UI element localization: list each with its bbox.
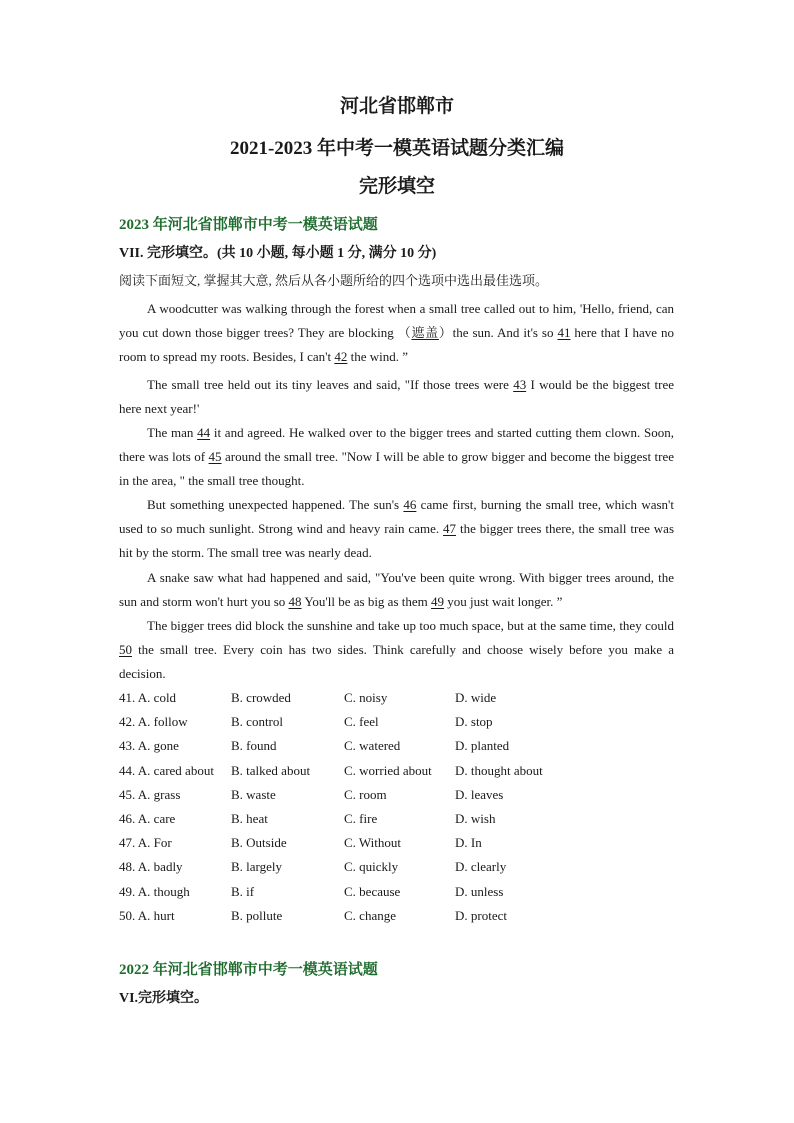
option-b: B. talked about xyxy=(231,762,311,778)
answer-options xyxy=(119,686,679,928)
blank-number: 43 xyxy=(513,377,527,392)
question-heading-2022: VI.完形填空。 xyxy=(119,991,209,1006)
section-title-2023: 2023 年河北省邯郸市中考一模英语试题 xyxy=(119,217,378,233)
option-b: B. waste xyxy=(231,786,276,802)
option-b: B. pollute xyxy=(231,907,283,923)
passage-text: here that I have no room to spread my roots. Besides, I can't xyxy=(119,325,675,364)
option-d: D. In xyxy=(455,835,482,851)
option-b: B. crowded xyxy=(231,690,291,705)
option-d: D. wish xyxy=(455,810,496,826)
option-a: 50. A. hurt xyxy=(119,907,175,923)
option-a: 45. A. grass xyxy=(119,786,181,802)
passage-text: ）the sun. And it's so xyxy=(438,325,558,340)
option-row xyxy=(119,807,679,831)
option-c: C. because xyxy=(344,883,401,899)
option-b: B. control xyxy=(231,714,283,730)
option-row xyxy=(119,734,679,758)
passage-paragraph xyxy=(119,297,674,369)
passage-text: you just wait longer. ” xyxy=(444,594,563,609)
passage-text: came first, burning the small tree, which wasn't used to so much sunlight. Strong wind and heavy rain came. xyxy=(119,497,674,536)
option-c: C. Without xyxy=(344,835,402,851)
blank-number: 49 xyxy=(431,594,445,609)
passage-text: The man xyxy=(147,425,198,440)
passage-text: A snake saw what had happened and said, "You've been quite wrong. With bigger trees around, the sun and storm won't hurt you so xyxy=(119,570,674,609)
option-b: B. found xyxy=(231,738,277,754)
option-b: B. Outside xyxy=(231,835,287,851)
option-d: D. planted xyxy=(455,738,510,754)
option-row xyxy=(119,686,679,710)
blank-number: 45 xyxy=(208,449,222,464)
passage-paragraph xyxy=(119,493,674,565)
option-row xyxy=(119,759,679,783)
option-a: 43. A. gone xyxy=(119,738,179,754)
option-b: B. if xyxy=(231,883,255,899)
passage-text: A woodcutter was walking through the forest when a small tree called out to him, 'Hello, friend, can you cut down those bigger trees? They are blocking （ xyxy=(119,301,674,340)
option-d: D. wide xyxy=(455,690,497,705)
passage-paragraph xyxy=(119,373,674,421)
doc-title-range: 2021-2023 年中考一模英语试题分类汇编 xyxy=(229,138,565,159)
blank-number: 47 xyxy=(443,521,457,536)
passage-paragraph xyxy=(119,566,674,614)
section-title-2022: 2022 年河北省邯郸市中考一模英语试题 xyxy=(119,962,378,978)
option-a: 42. A. follow xyxy=(119,714,188,730)
option-c: C. change xyxy=(344,907,396,923)
option-a: 44. A. cared about xyxy=(119,762,214,778)
option-row xyxy=(119,831,679,855)
passage-paragraph xyxy=(119,421,674,493)
option-c: C. worried about xyxy=(344,762,432,778)
option-a: 46. A. care xyxy=(119,810,176,826)
passage-text: You'll be as big as them xyxy=(301,594,432,609)
blank-number: 41 xyxy=(557,325,571,340)
option-d: D. protect xyxy=(455,907,507,923)
option-c: C. watered xyxy=(344,738,401,754)
option-a: 47. A. For xyxy=(119,835,172,851)
passage-text: it and agreed. He walked over to the bigger trees and started cutting them clown. Soon, there was lots of xyxy=(119,425,674,464)
blank-number: 遮盖 xyxy=(411,325,439,340)
blank-number: 50 xyxy=(119,642,132,657)
passage-text: the small tree. Every coin has two sides. Think carefully and choose wisely before you make a decision. xyxy=(119,642,674,681)
question-heading-2023: VII. 完形填空。(共 10 小题, 每小题 1 分, 满分 10 分) xyxy=(119,246,437,261)
doc-title-topic: 完形填空 xyxy=(358,176,435,197)
option-c: C. room xyxy=(344,786,387,802)
blank-number: 48 xyxy=(288,594,302,609)
passage-text: I would be the biggest tree here next year!' xyxy=(119,377,674,416)
instruction-text: 阅读下面短文, 掌握其大意, 然后从各小题所给的四个选项中选出最佳选项。 xyxy=(119,273,549,288)
passage-paragraph xyxy=(119,614,674,686)
passage-text: the wind. ” xyxy=(347,349,409,364)
option-b: B. largely xyxy=(231,859,283,875)
option-row xyxy=(119,904,679,928)
passage-text: The bigger trees did block the sunshine and take up too much space, but at the same time, they could xyxy=(147,618,674,633)
doc-title-region: 河北省邯郸市 xyxy=(339,96,454,117)
passage-text: The small tree held out its tiny leaves and said, "If those trees were xyxy=(147,377,514,392)
option-row xyxy=(119,710,679,734)
option-a: 48. A. badly xyxy=(119,859,183,875)
passage-text: But something unexpected happened. The sun's xyxy=(147,497,404,512)
option-c: C. noisy xyxy=(344,690,388,705)
option-a: 49. A. though xyxy=(119,883,190,899)
option-d: D. thought about xyxy=(455,762,543,778)
passage-text: the bigger trees there, the small tree was hit by the storm. The small tree was nearly dead. xyxy=(119,521,675,560)
blank-number: 42 xyxy=(334,349,348,364)
blank-number: 44 xyxy=(197,425,211,440)
option-d: D. stop xyxy=(455,714,493,730)
passage-text: around the small tree. "Now I will be able to grow bigger and become the biggest tree in the area, " the small tree thought. xyxy=(119,449,674,488)
option-d: D. leaves xyxy=(455,786,504,802)
blank-number: 46 xyxy=(403,497,417,512)
option-c: C. feel xyxy=(344,714,379,730)
option-d: D. unless xyxy=(455,883,504,899)
option-c: C. quickly xyxy=(344,859,399,875)
option-row xyxy=(119,880,679,904)
option-a: 41. A. cold xyxy=(119,690,177,705)
option-b: B. heat xyxy=(231,810,268,826)
option-row xyxy=(119,783,679,807)
option-c: C. fire xyxy=(344,810,378,826)
option-row xyxy=(119,855,679,879)
option-d: D. clearly xyxy=(455,859,507,875)
